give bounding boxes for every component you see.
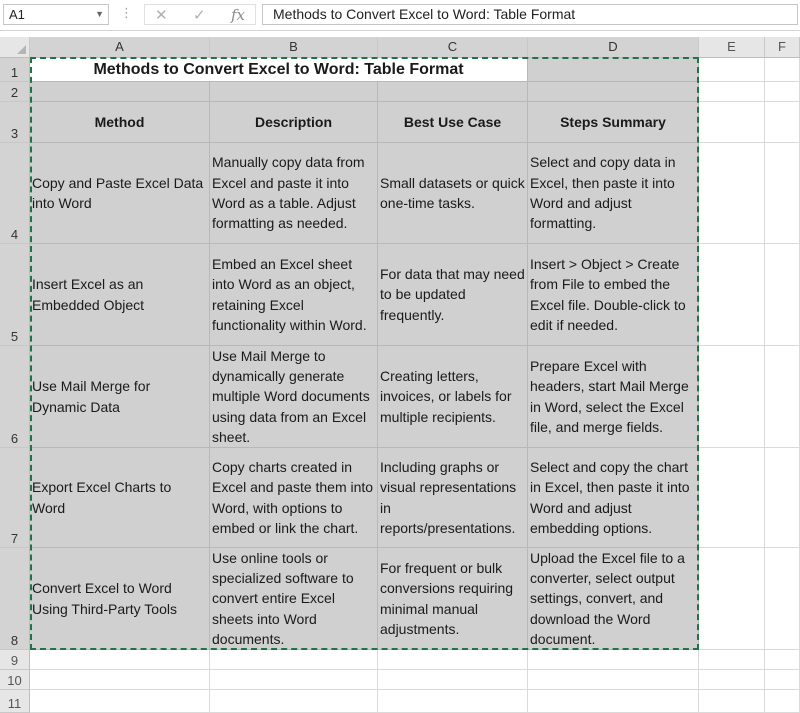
cell-text: Upload the Excel file to a converter, select output settings, convert, and download the Word document. [530,549,685,647]
table-cell[interactable] [528,548,699,650]
enter-icon[interactable]: ✓ [193,7,206,24]
table-cell[interactable] [210,346,378,448]
formula-tools [144,4,256,25]
table-cell[interactable] [210,244,378,346]
cell[interactable] [765,670,800,690]
table-cell[interactable] [30,346,210,448]
cell[interactable] [765,448,800,548]
cell[interactable] [699,448,765,548]
cell[interactable] [699,670,765,690]
cell[interactable] [699,102,765,143]
table-cell[interactable] [30,448,210,548]
row-header-7[interactable] [0,448,30,548]
row-header-1[interactable] [0,58,30,82]
cell[interactable] [699,548,765,650]
table-cell[interactable] [30,143,210,244]
cancel-icon[interactable]: ✕ [155,7,168,24]
cell-text: Use Mail Merge to dynamically generate multiple Word documents using data from an Excel sheet. [212,347,370,445]
table-cell[interactable] [30,244,210,346]
table-cell[interactable] [378,244,528,346]
table-cell[interactable] [210,448,378,548]
table-header-cell[interactable]: Steps Summary [528,102,699,143]
cell[interactable] [210,650,378,670]
cell[interactable] [378,670,528,690]
row-number: 8 [10,633,19,648]
table-cell[interactable] [210,548,378,650]
cell[interactable] [699,690,765,713]
cell[interactable] [699,650,765,670]
cell[interactable] [765,690,800,713]
cell-text: Use Mail Merge for Dynamic Data [32,378,151,415]
row-number: 7 [10,531,19,546]
cell-text: Small datasets or quick one-time tasks. [380,174,525,211]
row-header-9[interactable] [0,650,30,670]
table-cell[interactable] [528,448,699,548]
cell-text: Select and copy data in Excel, then paste it into Word and adjust formatting. [530,154,676,232]
cell[interactable] [699,58,765,82]
column-header-a[interactable]: A [30,37,210,58]
row-number: 3 [10,126,19,141]
cell[interactable] [765,548,800,650]
column-header-e[interactable]: E [699,37,765,58]
cell[interactable] [30,690,210,713]
insert-function-icon[interactable]: fx [231,6,246,24]
table-header-cell[interactable]: Description [210,102,378,143]
row-header-5[interactable] [0,244,30,346]
cell-text: For frequent or bulk conversions requiring minimal manual adjustments. [380,559,514,637]
cell-text: Insert Excel as an Embedded Object [32,276,145,313]
formula-bar [0,0,800,31]
table-header-cell[interactable]: Method [30,102,210,143]
row-header-8[interactable] [0,548,30,650]
name-box[interactable] [3,4,109,25]
row-number: 1 [10,65,19,80]
table-header-cell[interactable]: Best Use Case [378,102,528,143]
cell[interactable] [30,82,210,102]
row-header-3[interactable] [0,102,30,143]
row-number: 11 [7,696,22,711]
cell-text: Insert > Object > Create from File to embed the Excel file. Double-click to edit if needed. [530,255,686,333]
row-header-2[interactable] [0,82,30,102]
column-header-f[interactable]: F [765,37,800,58]
cell-text: Export Excel Charts to Word [32,479,172,516]
cell[interactable] [210,690,378,713]
cell[interactable] [30,670,210,690]
row-number: 5 [10,329,19,344]
cell[interactable] [378,650,528,670]
cell[interactable] [765,102,800,143]
cell[interactable] [765,650,800,670]
table-cell[interactable] [210,143,378,244]
cell-text: Manually copy data from Excel and paste it into Word as a table. Adjust formatting as needed. [212,154,365,232]
cell[interactable] [528,82,699,102]
table-cell[interactable] [528,244,699,346]
cell[interactable] [528,58,699,82]
row-header-10[interactable] [0,670,30,690]
row-number: 4 [10,227,19,242]
cell-text: Copy charts created in Excel and paste them into Word, with options to embed or link the chart. [212,458,374,536]
title-cell[interactable]: Methods to Convert Excel to Word: Table Format [30,58,528,82]
cell[interactable] [699,82,765,102]
table-cell[interactable] [378,448,528,548]
cell-text: Prepare Excel with headers, start Mail Merge in Word, select the Excel file, and merge fields. [530,357,689,435]
cell-text: Copy and Paste Excel Data into Word [32,174,204,211]
cell-text: Creating letters, invoices, or labels for multiple recipients. [380,368,512,425]
cell[interactable] [528,690,699,713]
select-all-button[interactable] [0,37,30,58]
cell[interactable] [765,58,800,82]
cell-text: Select and copy the chart in Excel, then paste it into Word and adjust embedding options. [530,458,690,536]
cell-text: Convert Excel to Word Using Third-Party Tools [32,580,177,617]
cell[interactable] [528,670,699,690]
table-cell[interactable] [378,143,528,244]
cell-text: Use online tools or specialized software to convert entire Excel sheets into Word documents. [212,549,354,647]
row-number: 9 [10,653,19,668]
table-cell[interactable] [528,143,699,244]
row-header-11[interactable] [0,690,30,713]
row-number: 10 [7,673,22,688]
column-header-b[interactable]: B [210,37,378,58]
cell[interactable] [378,82,528,102]
chevron-down-icon[interactable]: ▼ [95,9,104,19]
cell[interactable] [699,346,765,448]
cell[interactable] [699,143,765,244]
table-cell[interactable] [378,548,528,650]
cell[interactable] [765,143,800,244]
name-box-value: A1 [9,7,25,22]
column-header-d[interactable]: D [528,37,699,58]
row-number: 2 [10,85,19,100]
cell[interactable] [210,82,378,102]
table-cell[interactable] [30,548,210,650]
formula-input[interactable]: Methods to Convert Excel to Word: Table Format [262,4,798,25]
cell[interactable] [765,244,800,346]
table-cell[interactable] [528,346,699,448]
cell[interactable] [765,346,800,448]
cell[interactable] [378,690,528,713]
column-header-c[interactable]: C [378,37,528,58]
row-header-4[interactable] [0,143,30,244]
cell[interactable] [699,244,765,346]
row-header-6[interactable] [0,346,30,448]
cell-text: Including graphs or visual representations in reports/presentations. [380,458,517,536]
cell-text: For data that may need to be updated frequently. [380,266,525,323]
drag-handle-icon[interactable]: ⋮ [120,5,133,20]
table-cell[interactable] [378,346,528,448]
cell[interactable] [30,650,210,670]
cell[interactable] [210,670,378,690]
cell-text: Embed an Excel sheet into Word as an object, retaining Excel functionality within Word. [212,255,367,333]
cell[interactable] [765,82,800,102]
row-number: 6 [10,431,19,446]
cell[interactable] [528,650,699,670]
